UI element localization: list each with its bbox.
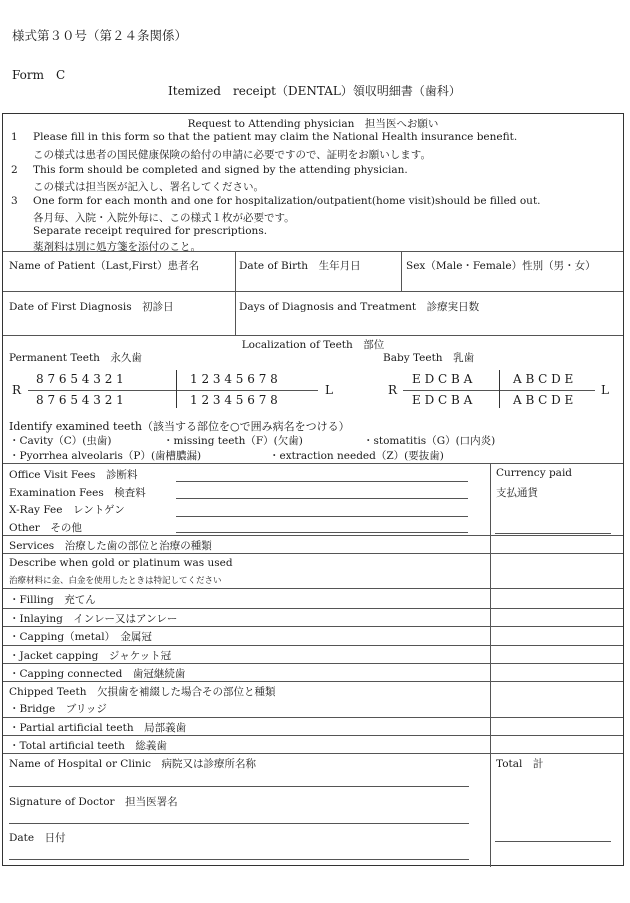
capping-connected-row[interactable]: ・Capping connected 歯冠継続歯 xyxy=(9,668,186,680)
permanent-lower-right[interactable]: 8 7 6 5 4 3 2 1 xyxy=(36,393,124,407)
request-item-3-en: One form for each month and one for hospitalization/outpatient(home visit)should be filled out. xyxy=(33,195,541,207)
request-item-1-number: 1 xyxy=(11,131,18,143)
baby-lower-left[interactable]: A B C D E xyxy=(513,393,574,407)
gold-platinum-note: 治療材料に金、白金を使用したときは特記してください xyxy=(9,576,222,586)
date-of-birth-field[interactable]: Date of Birth 生年月日 xyxy=(239,260,361,272)
cavity-option: ・Cavity（C）(虫歯) xyxy=(9,435,112,447)
teeth-section-title: Localization of Teeth 部位 xyxy=(241,339,385,351)
doctor-signature-input[interactable] xyxy=(9,823,469,824)
total-label: Total 計 xyxy=(496,758,544,770)
permanent-divider-line xyxy=(28,390,318,391)
prescription-note-ja: 薬剤料は別に処方箋を添付のこと。 xyxy=(33,241,201,253)
currency-paid-ja-label: 支払通貨 xyxy=(496,487,538,499)
partial-artificial-teeth-row[interactable]: ・Partial artificial teeth 局部義歯 xyxy=(9,722,187,734)
request-title: Request to Attending physician 担当医へお願い xyxy=(187,118,439,130)
missing-teeth-option: ・missing teeth（F）(欠歯) xyxy=(163,435,303,447)
permanent-right-r: R xyxy=(12,383,22,397)
baby-teeth-label: Baby Teeth 乳歯 xyxy=(383,352,475,364)
sex-field[interactable]: Sex（Male・Female）性別（男・女） xyxy=(406,260,596,272)
baby-left-l: L xyxy=(601,383,609,397)
xray-fee-label: X-Ray Fee レントゲン xyxy=(9,504,125,516)
request-item-3-ja: 各月毎、入院・入院外毎に、この様式１枚が必要です。 xyxy=(33,212,295,224)
document-title: Itemized receipt（DENTAL）領収明細書（歯科） xyxy=(168,84,461,98)
date-label: Date 日付 xyxy=(9,832,66,844)
baby-right-r: R xyxy=(388,383,398,397)
office-visit-fee-input[interactable] xyxy=(176,481,468,482)
examination-fee-input[interactable] xyxy=(176,498,468,499)
office-visit-fee-label: Office Visit Fees 診断料 xyxy=(9,469,138,481)
doctor-signature-label: Signature of Doctor 担当医署名 xyxy=(9,796,178,808)
capping-metal-row[interactable]: ・Capping（metal） 金属冠 xyxy=(9,631,152,643)
permanent-left-l: L xyxy=(325,383,333,397)
gold-platinum-label: Describe when gold or platinum was used xyxy=(9,557,233,569)
services-title: Services 治療した歯の部位と治療の種類 xyxy=(9,540,212,552)
first-diagnosis-field[interactable]: Date of First Diagnosis 初診日 xyxy=(9,301,174,313)
request-item-1-en: Please fill in this form so that the patient may claim the National Health insurance benefit. xyxy=(33,131,518,143)
baby-upper-left[interactable]: A B C D E xyxy=(513,372,574,386)
treatment-days-field[interactable]: Days of Diagnosis and Treatment 診療実日数 xyxy=(239,301,480,313)
other-fee-label: Other その他 xyxy=(9,522,82,534)
request-item-2-en: This form should be completed and signed by the attending physician. xyxy=(33,164,408,176)
permanent-upper-left[interactable]: 1 2 3 4 5 6 7 8 xyxy=(190,372,278,386)
form-number: 様式第３０号（第２４条関係） xyxy=(12,28,188,43)
stomatitis-option: ・stomatitis（G）(口内炎) xyxy=(363,435,496,447)
permanent-center-line xyxy=(176,370,177,408)
bridge-row[interactable]: ・Bridge ブリッジ xyxy=(9,703,107,715)
currency-paid-input[interactable] xyxy=(495,533,611,534)
inlaying-row[interactable]: ・Inlaying インレー又はアンレー xyxy=(9,613,178,625)
request-item-2-ja: この様式は担当医が記入し、署名してください。 xyxy=(33,181,264,193)
hospital-name-input[interactable] xyxy=(9,786,469,787)
permanent-teeth-label: Permanent Teeth 永久歯 xyxy=(9,352,142,364)
request-item-1-ja: この様式は患者の国民健康保険の給付の申請に必要ですので、証明をお願いします。 xyxy=(33,149,431,161)
form-label: Form C xyxy=(12,68,66,82)
patient-name-field[interactable]: Name of Patient（Last,First）患者名 xyxy=(9,260,200,272)
total-input[interactable] xyxy=(495,841,611,842)
chipped-teeth-label: Chipped Teeth 欠損歯を補綴した場合その部位と種類 xyxy=(9,686,276,698)
receipt-form xyxy=(2,113,624,866)
prescription-note-en: Separate receipt required for prescriptions. xyxy=(33,225,268,237)
extraction-option: ・extraction needed（Z）(要抜歯) xyxy=(269,450,444,462)
date-input[interactable] xyxy=(9,859,469,860)
baby-lower-right[interactable]: E D C B A xyxy=(412,393,473,407)
request-item-3-number: 3 xyxy=(11,195,18,207)
other-fee-input[interactable] xyxy=(176,532,468,533)
baby-upper-right[interactable]: E D C B A xyxy=(412,372,473,386)
hospital-name-label: Name of Hospital or Clinic 病院又は診療所名称 xyxy=(9,758,257,770)
permanent-upper-right[interactable]: 8 7 6 5 4 3 2 1 xyxy=(36,372,124,386)
xray-fee-input[interactable] xyxy=(176,516,468,517)
currency-paid-label: Currency paid xyxy=(496,467,573,479)
pyorrhea-option: ・Pyorrhea alveolaris（P）(歯槽膿漏) xyxy=(9,450,202,462)
filling-row[interactable]: ・Filling 充てん xyxy=(9,594,96,606)
request-item-2-number: 2 xyxy=(11,164,18,176)
permanent-lower-left[interactable]: 1 2 3 4 5 6 7 8 xyxy=(190,393,278,407)
identify-teeth-instruction: Identify examined teeth（該当する部位を○で囲み病名をつける） xyxy=(9,420,350,433)
jacket-capping-row[interactable]: ・Jacket capping ジャケット冠 xyxy=(9,650,172,662)
examination-fee-label: Examination Fees 検査料 xyxy=(9,487,146,499)
baby-center-line xyxy=(499,370,500,408)
total-artificial-teeth-row[interactable]: ・Total artificial teeth 総義歯 xyxy=(9,740,167,752)
